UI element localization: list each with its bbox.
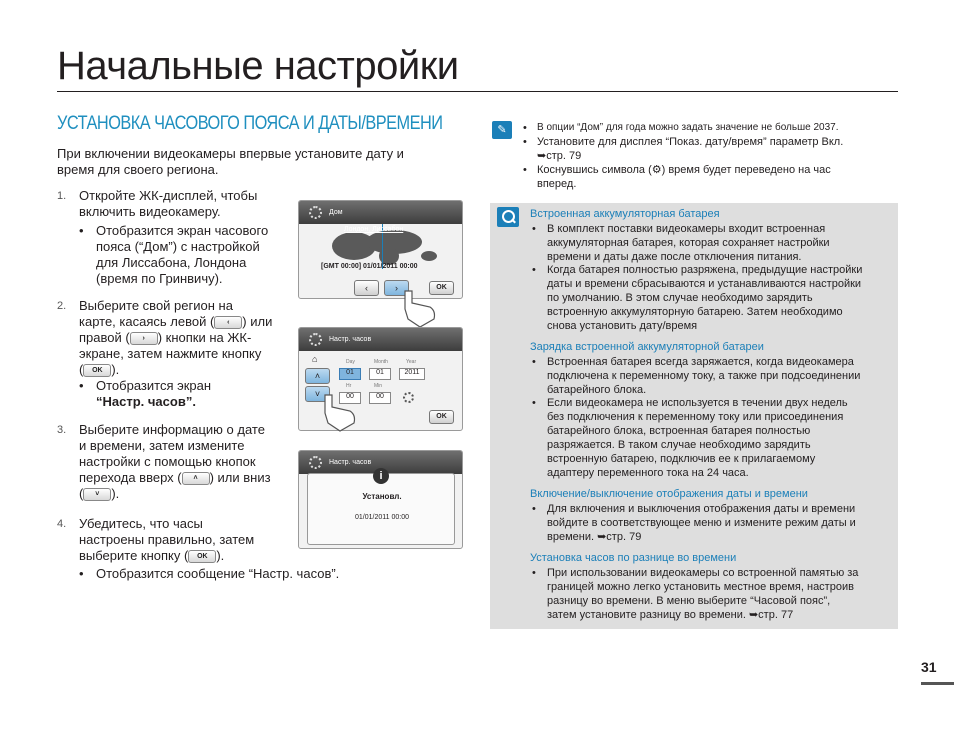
ok-button-icon: OK [83, 364, 111, 377]
minute-label: Min [374, 383, 383, 389]
box-heading: Зарядка встроенной аккумуляторной батареи [530, 341, 764, 353]
box-line: снова установить дату/время [547, 320, 698, 332]
bullet-dot: • [523, 136, 527, 148]
page-number: 31 [921, 659, 937, 675]
minute-field[interactable]: 00 [369, 392, 391, 404]
box-line: времени и даты даже после отключения питания. [547, 251, 802, 263]
step-line: ( OK ). [79, 362, 120, 377]
intro-line: При включении видеокамеры впервые установите дату и [57, 146, 404, 161]
hour-field[interactable]: 00 [339, 392, 361, 404]
left-button-icon: ‹ [214, 316, 242, 329]
box-line: войдите в соответствующее меню и измените режим даты и [547, 517, 856, 529]
ok-button[interactable]: OK [429, 410, 454, 424]
box-item [530, 355, 890, 397]
step-line: включить видеокамеру. [79, 204, 221, 219]
bullet-dot: • [79, 378, 84, 393]
box-item [530, 502, 890, 544]
step-3 [57, 422, 287, 507]
lcd-title: Настр. часов [329, 459, 372, 466]
step-line: и времени, затем измените [79, 438, 245, 453]
gear-icon [309, 206, 322, 219]
right-button[interactable]: › [384, 280, 409, 296]
box-line: даты и времени сбрасываются и устанавливаются настройки [547, 278, 862, 290]
datetime-text: 01/01/2011 00:00 [355, 514, 409, 521]
hand-pointer-icon [320, 393, 360, 433]
note-line: Установите для дисплея “Показ. дату/время” параметр Вкл. [537, 136, 844, 148]
bullet-dot: • [532, 503, 536, 515]
step-number: 3. [57, 424, 67, 436]
message-dialog [307, 470, 455, 545]
lcd-header [299, 201, 462, 224]
page-number-rule [921, 682, 954, 685]
message-text: Установл. [362, 492, 402, 501]
step-line: настроены правильно, затем [79, 532, 255, 547]
gear-icon [309, 333, 322, 346]
step-line: ( ˅ ). [79, 486, 120, 501]
box-heading: Встроенная аккумуляторная батарея [530, 208, 720, 220]
box-item [530, 222, 890, 264]
note-line: В опции “Дом” для года можно задать значение не больше 2037. [537, 122, 839, 133]
bullet-dot: • [79, 566, 84, 581]
box-line: При использовании видеокамеры со встроенной памятью за [547, 567, 859, 579]
box-item [530, 263, 890, 333]
right-button-icon: › [130, 332, 158, 345]
magnifier-icon [497, 207, 519, 227]
bullet-dot: • [79, 223, 84, 238]
box-line: Если видеокамера не используется в течении двух недель [547, 397, 848, 409]
year-label: Year [406, 359, 417, 365]
pencil-note-icon: ✎ [492, 121, 512, 139]
step-1 [57, 188, 287, 288]
month-label: Month [374, 359, 388, 365]
ok-button[interactable]: OK [429, 281, 454, 295]
info-icon: i [373, 468, 389, 484]
box-line: границей можно легко установить местное время, настроив [547, 581, 854, 593]
bullet-dot: • [532, 356, 536, 368]
hand-pointer-icon [400, 289, 440, 329]
step-line: Выберите информацию о дате [79, 422, 265, 437]
step-number: 1. [57, 190, 67, 202]
bullet-line: “Настр. часов”. [96, 394, 196, 409]
day-label: Day [346, 359, 355, 365]
box-line: Когда батарея полностью разряжена, предыдущие настройки [547, 264, 863, 276]
notes-list [523, 121, 883, 191]
step-number: 2. [57, 300, 67, 312]
lcd-home-screen [298, 200, 463, 299]
step-line: экране, затем нажмите кнопку [79, 346, 262, 361]
box-line: встроенную батарею, подключив ее к прилагаемому [547, 453, 816, 465]
ok-button-icon: OK [188, 550, 216, 563]
box-line: по умолчанию. В этом случае необходимо зарядить [547, 292, 813, 304]
step-line: Выберите свой регион на [79, 298, 233, 313]
bullet-line: Отобразится сообщение “Настр. часов”. [96, 566, 340, 581]
up-button-icon: ˄ [182, 472, 210, 485]
box-line: разряжается. В таком случае необходимо зарядить [547, 439, 811, 451]
gear-icon [309, 456, 322, 469]
bullet-line: (время по Гринвичу). [96, 271, 223, 286]
down-button[interactable]: ˅ [305, 386, 330, 402]
box-line: затем установите разницу во времени. ➥стр. 77 [547, 609, 794, 621]
box-line: без подключения к переменному току или присоединения [547, 411, 844, 423]
down-button-icon: ˅ [83, 488, 111, 501]
box-item [530, 396, 890, 480]
bullet-line: для Лиссабона, Лондона [96, 255, 247, 270]
step-line: карте, касаясь левой ( ‹ ) или [79, 314, 273, 329]
year-field[interactable]: 2011 [399, 368, 425, 380]
month-field[interactable]: 01 [369, 368, 391, 380]
step-line: перехода вверх ( ˄ ) или вниз [79, 470, 271, 485]
box-heading: Включение/выключение отображения даты и времени [530, 488, 808, 500]
box-line: батарейного блока. [547, 384, 647, 396]
note-line: Коснувшись символа (⚙) время будет переведено на час [537, 164, 831, 176]
box-line: адаптеру переменного тока на 24 часа. [547, 467, 749, 479]
box-line: аккумуляторная батарея, которая сохраняет настройки [547, 237, 830, 249]
note-line: вперед. [537, 178, 577, 190]
box-line: разницу во времени. В меню выберите “Часовой пояс”, [547, 595, 831, 607]
bullet-dot: • [532, 223, 536, 235]
dst-gear-icon[interactable] [403, 392, 414, 403]
lcd-title: Настр. часов [329, 336, 372, 343]
lcd-title: Дом [329, 209, 343, 216]
box-line: встроенную аккумуляторную батарею. Затем необходимо [547, 306, 843, 318]
home-icon: ⌂ [312, 354, 318, 364]
lcd-confirm-screen [298, 450, 463, 549]
bullet-dot: • [532, 567, 536, 579]
bullet-line: Отобразится экран [96, 378, 212, 393]
step-line: выберите кнопку ( OK ). [79, 548, 225, 563]
step-line: Убедитесь, что часы [79, 516, 203, 531]
note-line: ➥стр. 79 [537, 150, 582, 162]
box-line: батарейного блока, встроенная батарея полностью [547, 425, 811, 437]
bullet-line: Отобразится экран часового [96, 223, 269, 238]
box-line: подключена к переменному току, а также при подсоединении [547, 370, 861, 382]
bullet-line: пояса (“Дом”) с настройкой [96, 239, 260, 254]
bullet-dot: • [523, 164, 527, 176]
intro-line: время для своего региона. [57, 162, 219, 177]
step-2 [57, 298, 287, 418]
left-button[interactable]: ‹ [354, 280, 379, 296]
box-line: времени. ➥стр. 79 [547, 531, 642, 543]
bullet-dot: • [523, 122, 527, 134]
day-field[interactable]: 01 [339, 368, 361, 380]
city-label: Лондон, Лиссабон [344, 226, 404, 233]
step-number: 4. [57, 518, 67, 530]
step-line: Откройте ЖК-дисплей, чтобы [79, 188, 258, 203]
page-title: Начальные настройки [57, 44, 459, 88]
up-button[interactable]: ˄ [305, 368, 330, 384]
gmt-readout: [GMT 00:00] 01/01/2011 00:00 [321, 263, 418, 270]
intro-text [57, 146, 437, 178]
bullet-dot: • [532, 264, 536, 276]
hour-label: Hr [346, 383, 352, 389]
box-item [530, 566, 890, 622]
box-line: Для включения и выключения отображения даты и времени [547, 503, 856, 515]
section-heading: УСТАНОВКА ЧАСОВОГО ПОЯСА И ДАТЫ/ВРЕМЕНИ [57, 113, 443, 134]
box-heading: Установка часов по разнице во времени [530, 552, 737, 564]
lcd-header [299, 328, 462, 351]
box-line: Встроенная батарея всегда заряжается, когда видеокамера [547, 356, 854, 368]
box-line: В комплект поставки видеокамеры входит встроенная [547, 223, 826, 235]
bullet-dot: • [532, 397, 536, 409]
title-rule [57, 91, 898, 92]
step-line: настройки с помощью кнопок [79, 454, 256, 469]
step-line: правой ( › ) кнопки на ЖК- [79, 330, 252, 345]
